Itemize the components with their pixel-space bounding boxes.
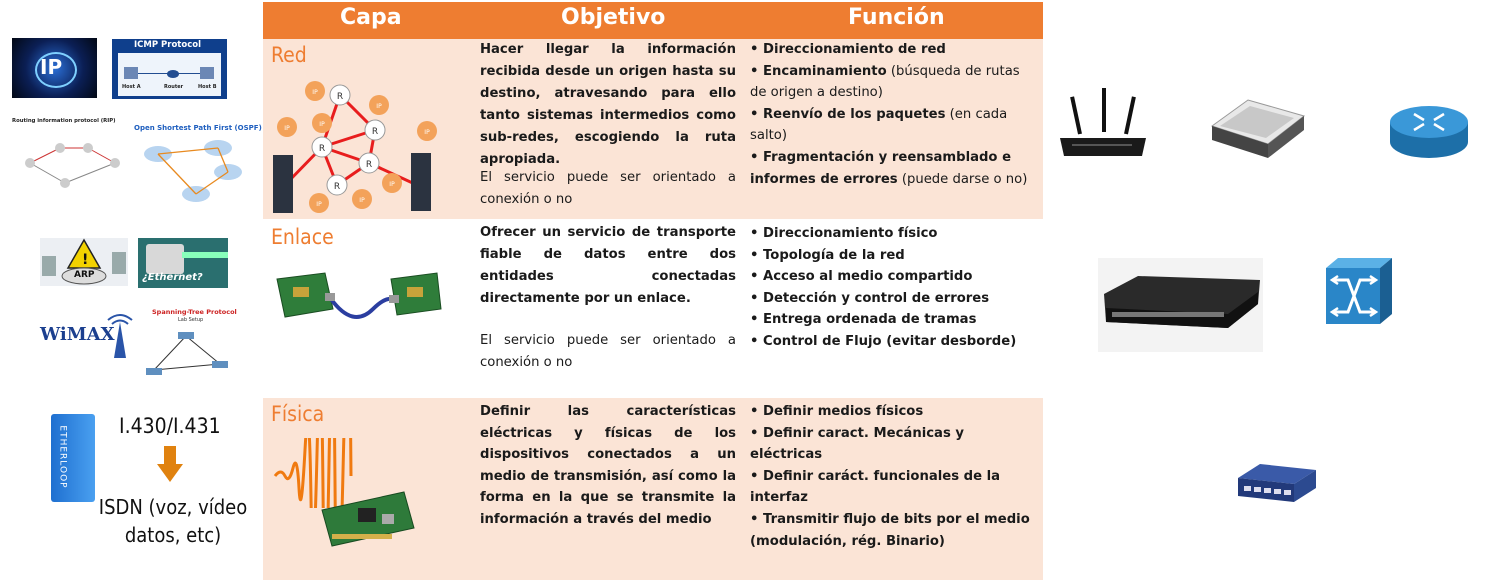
ip-node-label: IP <box>359 197 365 204</box>
server-icon <box>273 155 293 213</box>
ospf-title: Open Shortest Path First (OSPF) <box>134 124 262 132</box>
icmp-host-a: Host A <box>122 84 141 90</box>
etherloop-image <box>51 414 95 502</box>
capa-fisica: Física <box>271 402 325 426</box>
ip-logo-text: IP <box>40 55 63 79</box>
funcion-item: • Acceso al medio compartido <box>750 269 973 285</box>
objetivo-enlace-servicio: El servicio puede ser orientado a conexión o no <box>480 333 736 370</box>
ip-node-label: IP <box>389 181 395 188</box>
switch-symbol-icon <box>1324 256 1394 326</box>
funcion-enlace <box>750 223 1040 353</box>
funcion-item: • Direccionamiento físico <box>750 226 938 241</box>
spanning-tree-image <box>140 306 237 380</box>
funcion-item: • Direccionamiento de red <box>750 42 946 57</box>
icmp-host-b: Host B <box>198 84 217 90</box>
wireless-router-icon <box>1058 86 1148 160</box>
stp-title: Spanning-Tree Protocol <box>152 308 237 316</box>
funcion-item: • Transmitir flujo de bits por el medio (modulación, rég. Binario) <box>750 511 1030 549</box>
down-arrow-icon <box>157 446 183 482</box>
capa-enlace: Enlace <box>271 225 334 249</box>
arp-label: ARP <box>74 270 95 280</box>
funcion-item: • Definir caráct. funcionales de la interfaz <box>750 468 1001 506</box>
ethernet-hub-icon <box>1236 460 1318 506</box>
objetivo-fisica: Definir las características eléctricas y físicas de los dispositivos conectados a un medio de transmisión, así como la forma en la que se transmite la información a través del medio <box>480 404 736 527</box>
objetivo-red-servicio: El servicio puede ser orientado a conexión o no <box>480 170 736 207</box>
funcion-item: • Entrega ordenada de tramas <box>750 312 977 328</box>
table-row-enlace <box>263 221 1043 393</box>
ethernet-image <box>138 238 228 288</box>
ospf-diagram-image <box>134 122 262 208</box>
table-header <box>263 2 1043 39</box>
header-capa: Capa <box>340 5 402 30</box>
funcion-item: • Definir medios físicos <box>750 404 924 419</box>
ip-node-label: IP <box>312 89 318 96</box>
table-row-fisica <box>263 398 1043 580</box>
funcion-item: • Control de Flujo (evitar desborde) <box>750 333 1017 349</box>
server-icon <box>411 153 431 211</box>
ip-node-label: IP <box>284 125 290 132</box>
funcion-item: • Topología de la red <box>750 247 905 263</box>
router-icon <box>1388 104 1470 162</box>
arp-image <box>40 238 128 286</box>
svg-text:!: ! <box>82 252 89 268</box>
ip-node-label: IP <box>424 129 430 136</box>
nic-cards-image <box>273 269 443 329</box>
funcion-item: • Detección y control de errores <box>750 290 990 306</box>
wimax-label: WiMAX <box>40 324 115 345</box>
ip-node-label: IP <box>316 201 322 208</box>
isdn-description: ISDN (voz, vídeo datos, etc) <box>98 495 248 547</box>
icmp-router: Router <box>164 84 184 90</box>
icmp-title: ICMP Protocol <box>134 40 202 50</box>
stp-sub: Lab Setup <box>178 317 204 323</box>
objetivo-red: Hacer llegar la información recibida desde un origen hasta su destino, atravesando para ello tanto sistemas intermedios como sub-redes, escogiendo la ruta apropiada. <box>480 42 736 167</box>
capa-red: Red <box>271 43 307 67</box>
router-node-label: R <box>371 127 379 137</box>
router-node-label: R <box>365 160 373 170</box>
ip-logo-image <box>12 38 97 98</box>
header-funcion: Función <box>848 5 945 30</box>
funcion-item: • Fragmentación y reensamblado e informes de errores (puede darse o no) <box>750 149 1028 187</box>
ip-node-label: IP <box>376 103 382 110</box>
icmp-protocol-image <box>112 39 227 99</box>
osi-layers-table <box>263 2 1043 580</box>
red-network-diagram <box>267 75 462 217</box>
funcion-item: • Encaminamiento (búsqueda de rutas de origen a destino) <box>750 63 1020 101</box>
funcion-fisica <box>750 401 1040 552</box>
header-objetivo: Objetivo <box>561 5 666 30</box>
wimax-logo-image <box>40 312 136 360</box>
router-node-label: R <box>336 92 344 102</box>
router-node-label: R <box>333 182 341 192</box>
modem-icon <box>1208 96 1308 162</box>
rip-title: Routing information protocol (RIP) <box>12 118 116 124</box>
funcion-item: • Definir caract. Mecánicas y eléctricas <box>750 425 964 463</box>
network-switch-icon <box>1098 258 1263 352</box>
rip-diagram-image <box>10 118 132 208</box>
network-card-image <box>318 488 418 550</box>
funcion-red <box>750 39 1040 190</box>
etherloop-label: ETHERLOOP <box>57 425 68 489</box>
objetivo-enlace: Ofrecer un servicio de transporte fiable de datos entre dos entidades conectadas directamente por un enlace. <box>480 225 736 306</box>
ethernet-label: ¿Ethernet? <box>142 272 203 283</box>
table-row-red <box>263 39 1043 219</box>
ip-node-label: IP <box>319 121 325 128</box>
isdn-standard-label: I.430/I.431 <box>119 414 221 438</box>
funcion-item: • Reenvío de los paquetes (en cada salto) <box>750 106 1008 144</box>
router-node-label: R <box>318 144 326 154</box>
